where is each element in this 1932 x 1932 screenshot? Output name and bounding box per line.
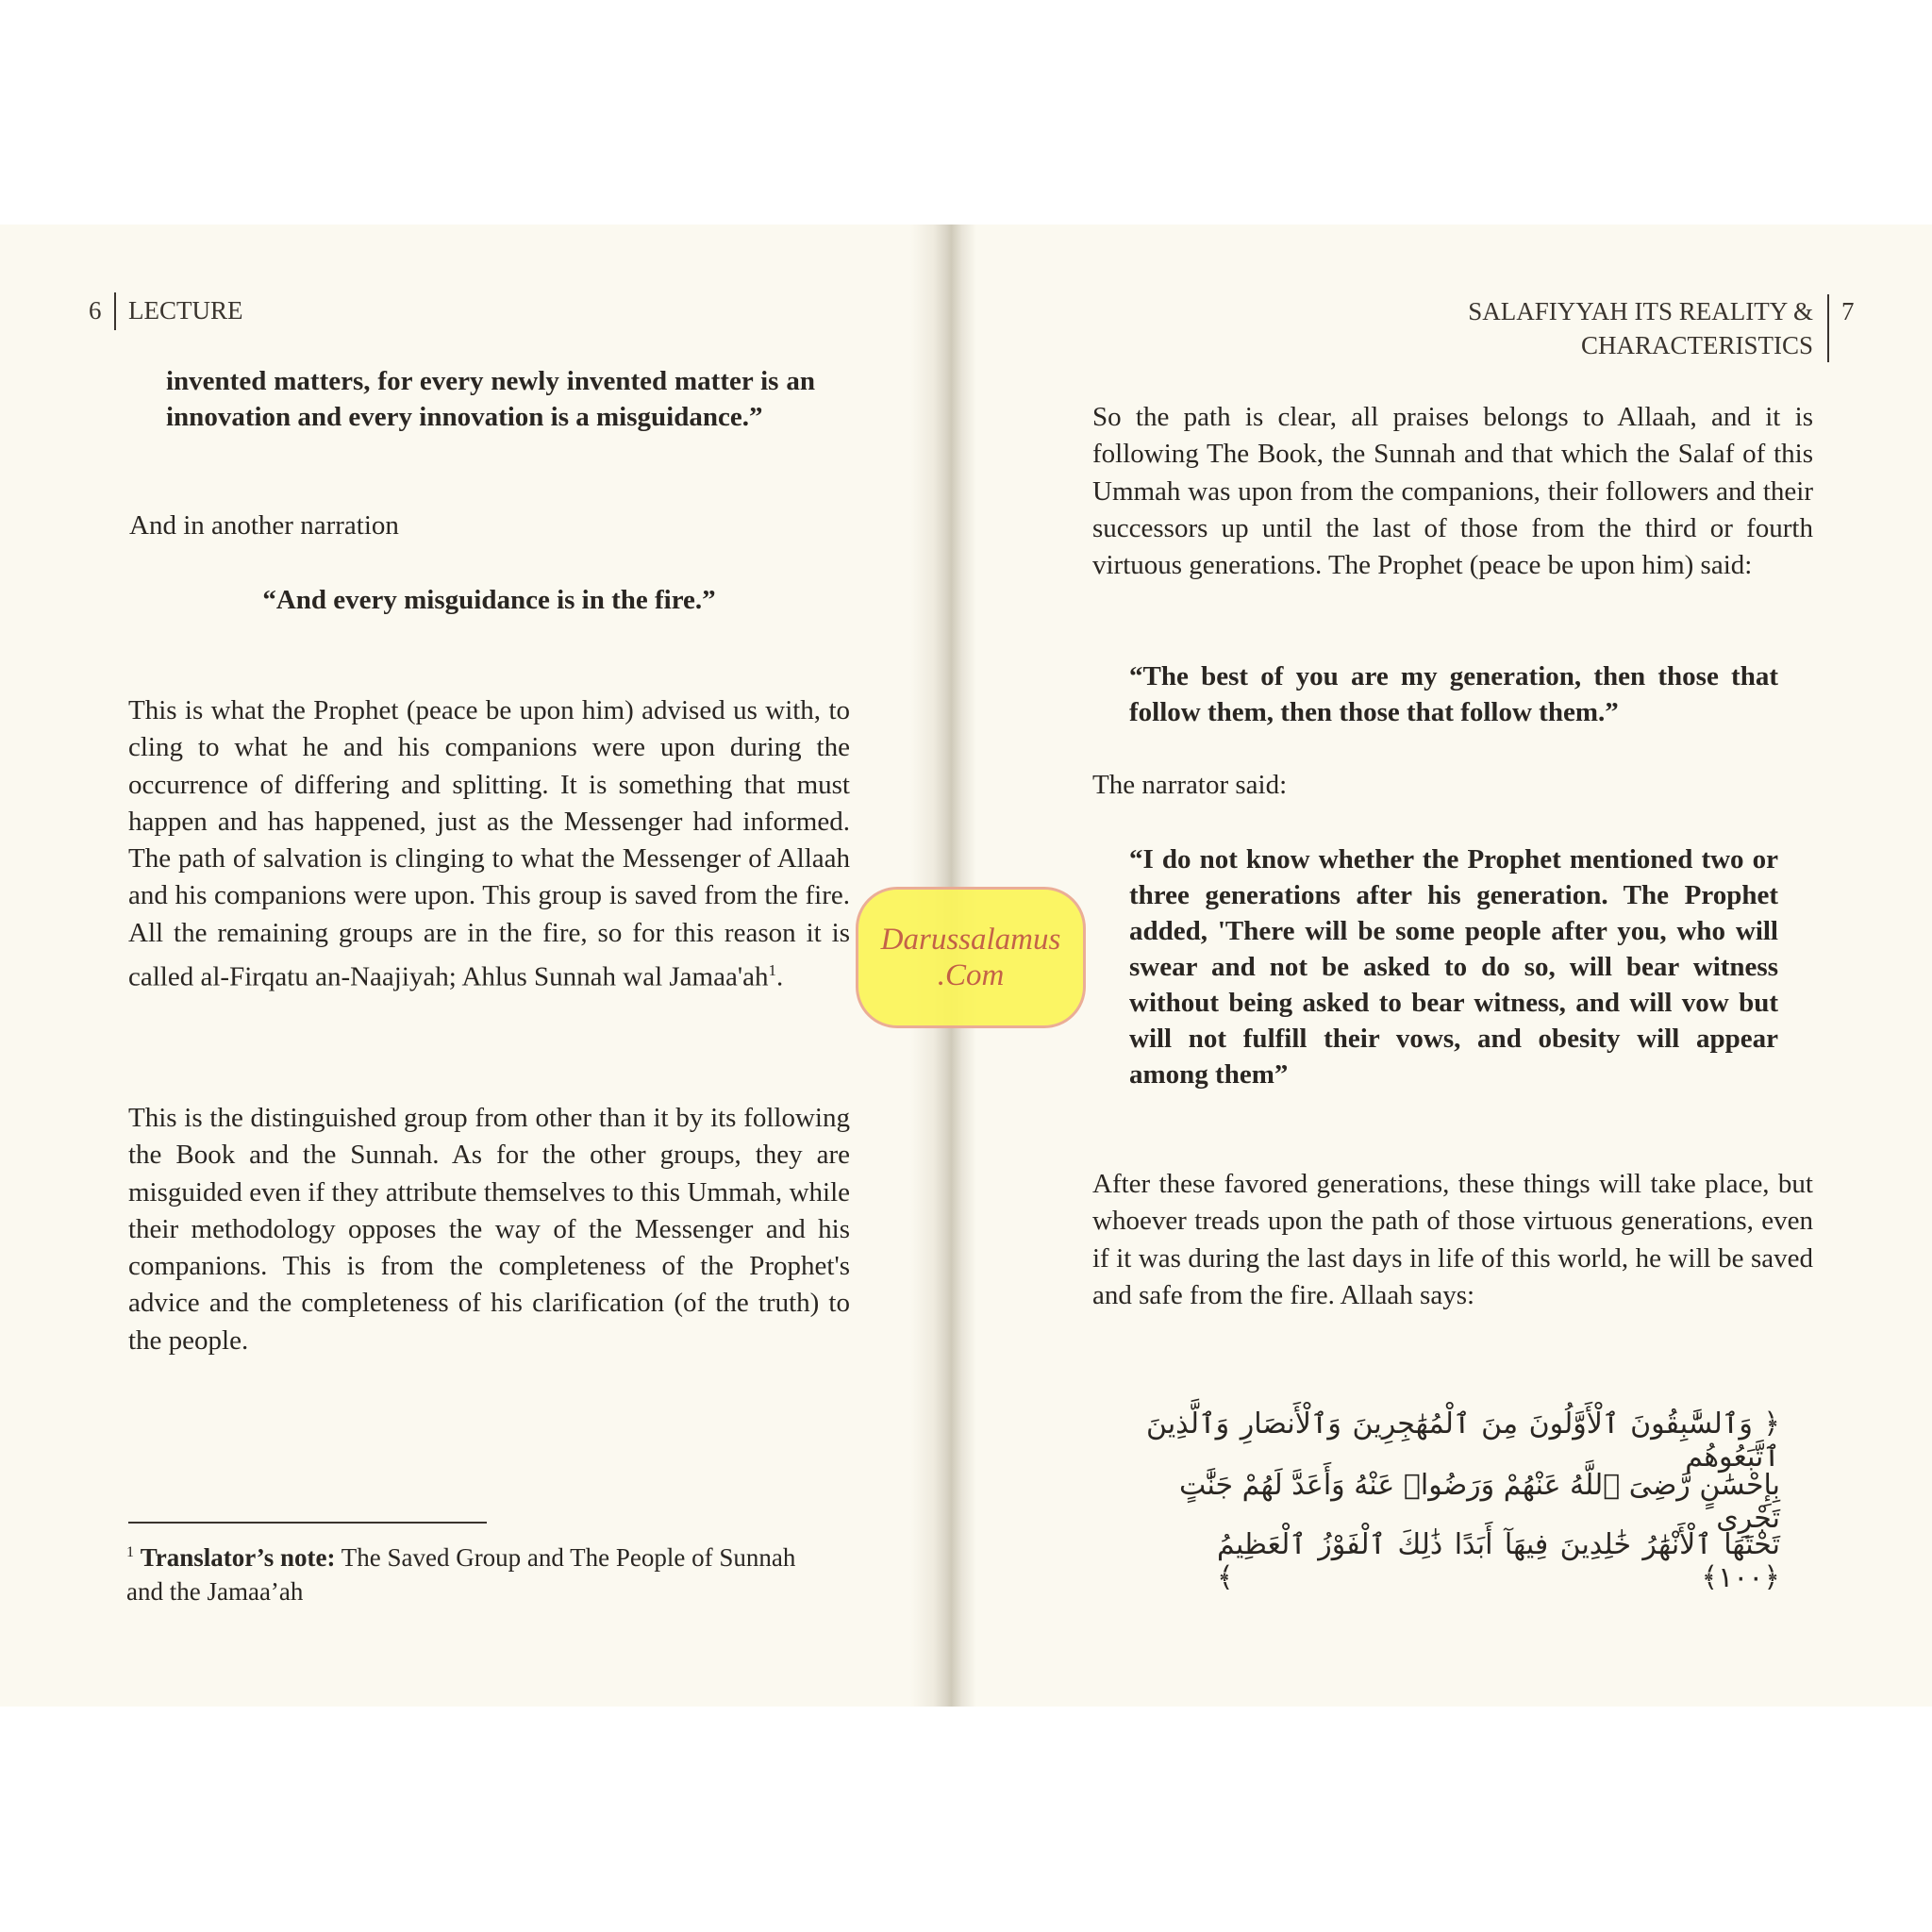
quote-fire: “And every misguidance is in the fire.” [262, 585, 716, 615]
quote-narrator: “I do not know whether the Prophet mentioned two or three generations after his generation. The Prophet added, 'There will be some people after you, who will swear and not be asked to do so, will bear witness without being asked to bear witness, and will vow but will not fulfill their vows, and obesity will appear among them” [1129, 844, 1778, 1090]
quran-verse-line-2: بِإِحْسَٰنٍ رَّضِىَ ٱللَّهُ عَنْهُمْ وَرَضُوا۟ عَنْهُ وَأَعَدَّ لَهُمْ جَنَّٰتٍ تَجْرِى [1179, 1469, 1780, 1535]
watermark-line-2: .Com [937, 958, 1005, 992]
left-running-head: LECTURE [128, 296, 243, 325]
left-paragraph-1: This is what the Prophet (peace be upon him) advised us with, to cling to what he and his companions were upon during the occurrence of differing and splitting. It is something that must happen and has happened, just as the Messenger had informed. The path of salvation is clinging to what the Messenger of Allaah and his companions were upon. This group is saved from the fire. All the remaining groups are in the fire, so for this reason it is called al-Firqatu an-Naajiyah; Ahlus Sunnah wal $Jamaa'ah^1$. [128, 695, 850, 992]
right-page-number: 7 [1841, 297, 1855, 325]
footnote-number: 1 [126, 1544, 134, 1560]
footnote-text: The Saved Group and The People of Sunnah and the Jamaa’ah [126, 1543, 796, 1606]
quote-continuation: invented matters, for every newly invented matter is an innovation and every innovation is a misguidance.” [166, 366, 815, 432]
quote-best-generation: “The best of you are my generation, then those that follow them, then those that follow them.” [1129, 661, 1778, 727]
footnote-label: Translator’s note: [140, 1543, 336, 1572]
right-paragraph-1: So the path is clear, all praises belongs to Allaah, and it is following The Book, the Sunnah and that which the Salaf of this Ummah was upon from the companions, their followers and their successors up until the last of those from the third or fourth virtuous generations. The Prophet (peace be upon him) said: [1092, 402, 1813, 581]
left-paragraph-2: This is the distinguished group from other than it by its following the Book and the Sunnah. As for the other groups, they are misguided even if they attribute themselves to this Ummah, while their methodology opposes the way of the Messenger and his companions. This is from the completeness of the Prophet's advice and the completeness of his clarification (of the truth) to the people. [128, 1103, 850, 1356]
narration-intro: And in another narration [129, 510, 399, 541]
footnote-rule [128, 1522, 487, 1524]
header-divider [114, 292, 116, 330]
narrator-intro: The narrator said: [1092, 770, 1288, 800]
left-page-number: 6 [89, 296, 102, 325]
watermark-logo [856, 887, 1086, 1028]
footnote [126, 1536, 824, 1608]
header-divider [1827, 294, 1829, 362]
quran-verse-line-3: تَحْتَهَا ٱلْأَنْهَٰرُ خَٰلِدِينَ فِيهَآ أَبَدًا ذَٰلِكَ ٱلْفَوْزُ ٱلْعَظِيمُ ﴿١٠٠﴾ ﴾ [1217, 1528, 1780, 1594]
quran-verse-line-1: ﴿ وَٱلسَّٰبِقُونَ ٱلْأَوَّلُونَ مِنَ ٱلْمُهَٰجِرِينَ وَٱلْأَنصَارِ وَٱلَّذِينَ ٱتَّبَعُوهُم [1146, 1407, 1780, 1474]
footnote-ref[interactable]: 1 [768, 961, 776, 980]
right-paragraph-2: After these favored generations, these things will take place, but whoever treads upon the path of those virtuous generations, even if it was during the last days in life of this world, he will be saved and safe from the fire. Allaah says: [1092, 1169, 1813, 1310]
watermark-line-1: Darussalamus [880, 923, 1061, 957]
paragraph-text: This is what the Prophet (peace be upon him) advised us with, to cling to what he and his companions were upon during the occurrence of differing and splitting. It is something that must happen and has happened, just as the Messenger had informed. The path of salvation is clinging to what the Messenger of Allaah and his companions were upon. This group is saved from the fire. All the remaining groups are in the fire, so for this reason it is called al-Firqatu an-Naajiyah; Ahlus Sunnah wal Jamaa'ah [128, 695, 850, 992]
right-running-head-2: CHARACTERISTICS [1580, 331, 1813, 359]
right-running-head-1: SALAFIYYAH ITS REALITY & [1468, 297, 1813, 325]
